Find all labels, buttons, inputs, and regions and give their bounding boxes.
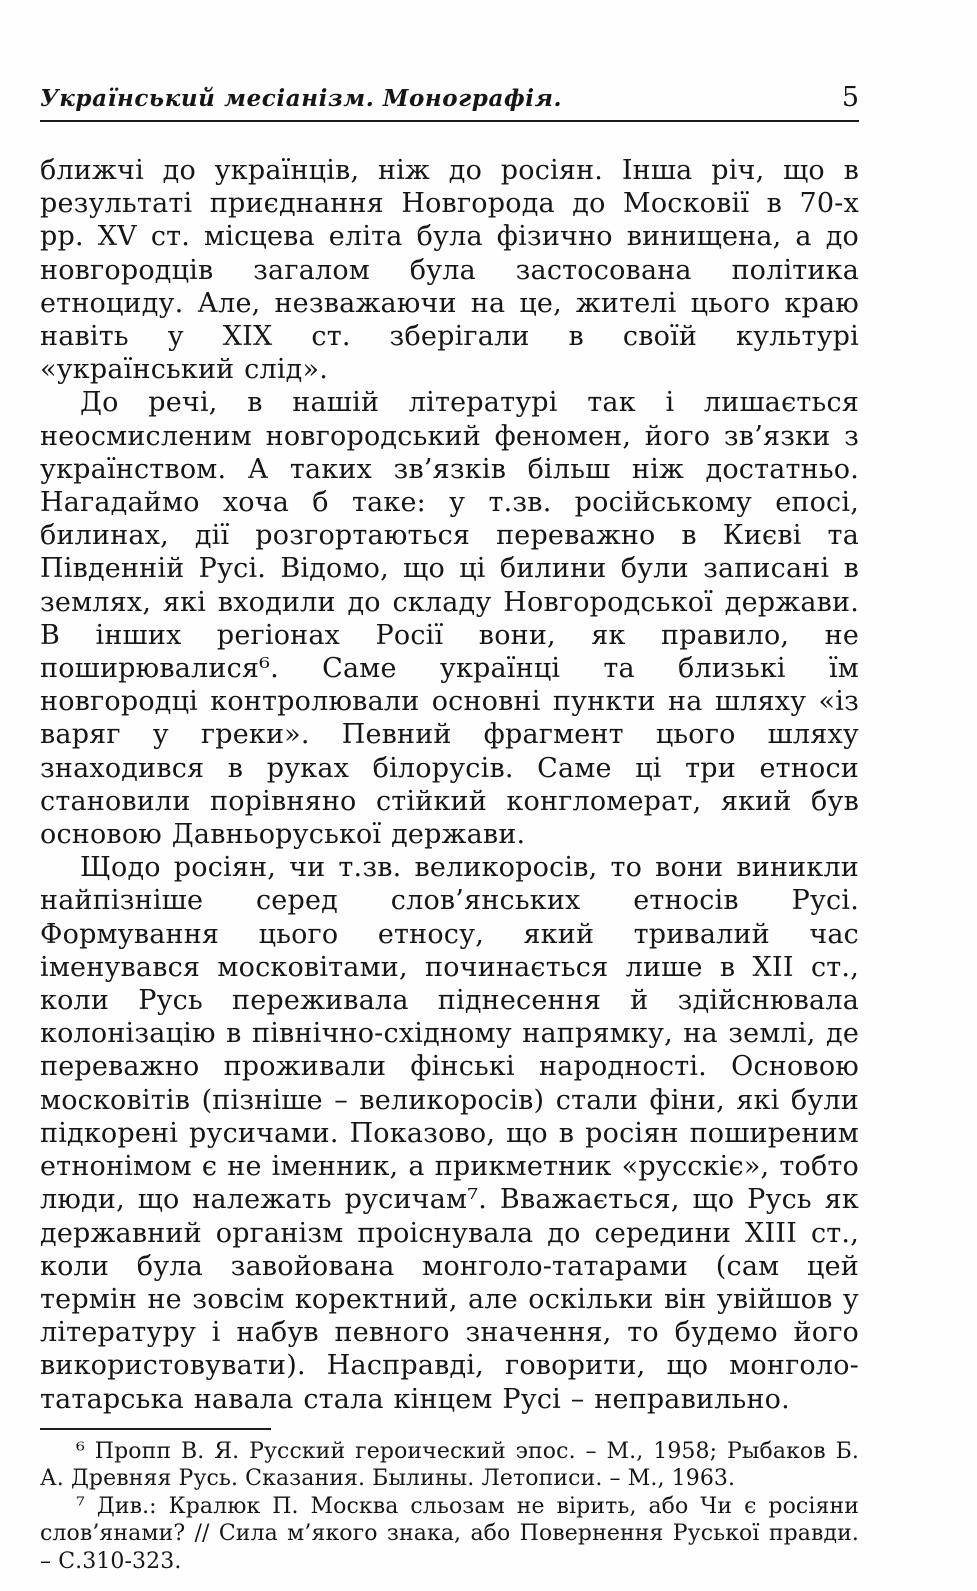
header-rule: [40, 120, 859, 122]
paragraph-3: Щодо росіян, чи т.зв. великоросів, то вони виникли найпізніше серед слов’янських етносів Русі. Формування цього етносу, який тривалий час іменувався московітами, починається лише в XII ст., коли Русь переживала піднесення й здійснювала колонізацію в північно-східному напрямку, на землі, де переважно проживали фінські народності. Основою московітів (пізніше – великоросів) стали фіни, які були підкорені русичами. Показово, що в росіян поширеним етнонімом є не іменник, а прикметник «русскіє», тобто люди, що належать русичам⁷. Вважається, що Русь як державний організм проіснувала до середини XIII ст., коли була завойована монголо-татарами (сам цей термін не зовсім коректний, але оскільки він увійшов у літературу і набув певного значення, то будемо його використовувати). Насправді, говорити, що монголо-татарська навала стала кінцем Русі – неправильно.: [40, 852, 859, 1415]
paragraph-2: До речі, в нашій літературі так і лишається неосмисленим новгородський феномен, його зв’язки з українством. А таких зв’язків більш ніж достатньо. Нагадаймо хоча б таке: у т.зв. російському епосі, билинах, дії розгортаються переважно в Києві та Південній Русі. Відомо, що ці билини були записані в землях, які входили до складу Новгородської держави. В інших регіонах Росії вони, як правило, не поширювалися⁶. Саме українці та близькі їм новгородці контролювали основні пункти на шляху «із варяг у греки». Певний фрагмент цього шляху знаходився в руках білорусів. Саме ці три етноси становили порівняно стійкий конгломерат, який був основою Давньоруської держави.: [40, 387, 859, 851]
footnote-separator-rule: [40, 1428, 271, 1430]
page-header: [40, 82, 859, 113]
paragraph-1: ближчі до українців, ніж до росіян. Інша річ, що в результаті приєднання Новгорода до Московії в 70-х рр. XV ст. місцева еліта була фізично винищена, а до новгородців загалом була застосована політика етноциду. Але, незважаючи на це, жителі цього краю навіть у XIX ст. зберігали в своїй культурі «український слід».: [40, 155, 859, 386]
footnote-6: ⁶ Пропп В. Я. Русский героический эпос. – М., 1958; Рыбаков Б. А. Древняя Русь. Сказания. Былины. Летописи. – М., 1963.: [40, 1438, 859, 1492]
footnote-7: ⁷ Див.: Кралюк П. Москва сльозам не вірить, або Чи є росіяни слов’янами? // Сила м’якого знака, або Повернення Руської правди. – С.310-323.: [40, 1493, 859, 1574]
body-text: [40, 154, 859, 1416]
footnotes-section: [40, 1428, 859, 1576]
running-title: Український месіанізм. Монографія.: [40, 85, 563, 112]
page-number: 5: [841, 82, 859, 113]
